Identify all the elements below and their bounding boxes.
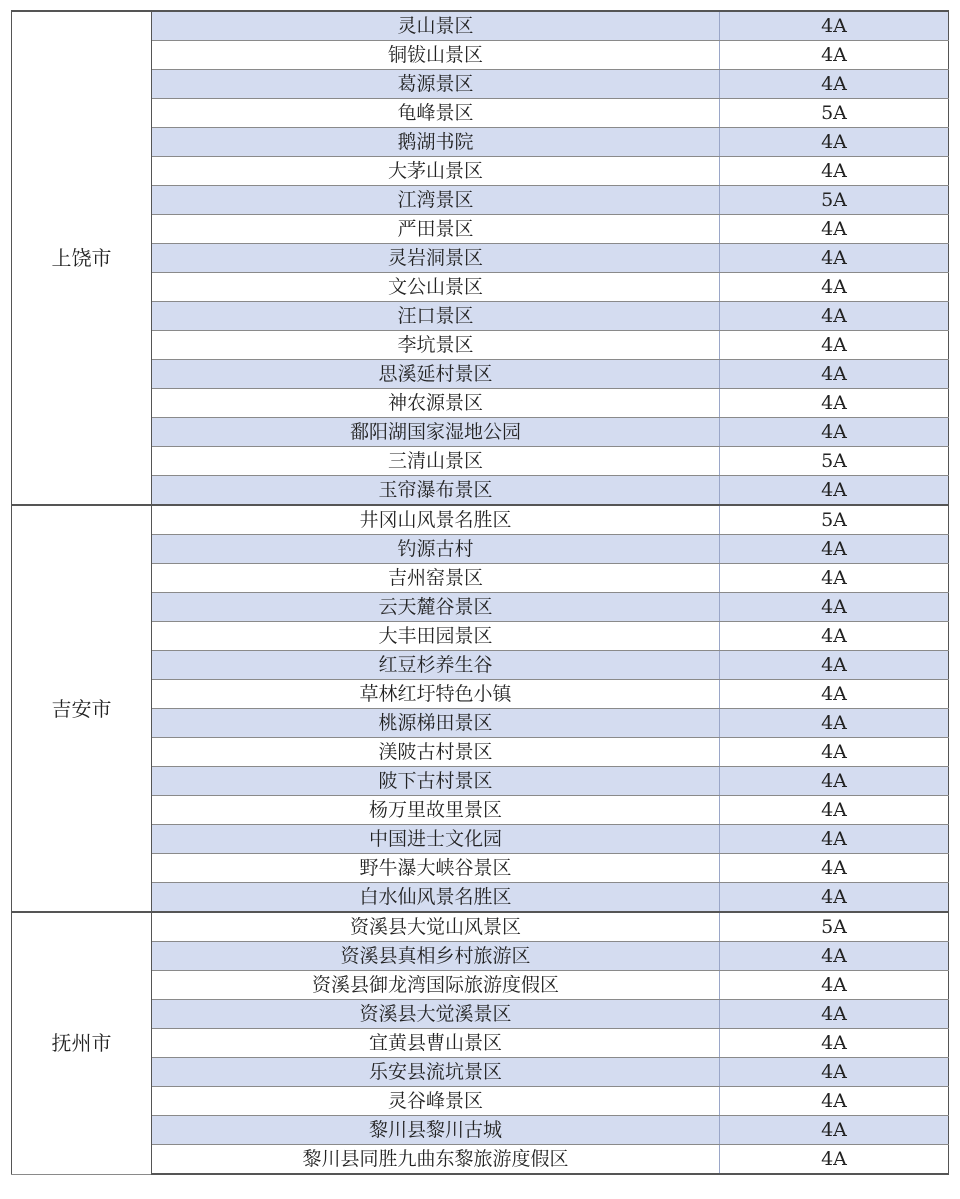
scenic-level-cell: 4A	[720, 418, 949, 447]
scenic-level-cell: 4A	[720, 389, 949, 418]
scenic-level-cell: 4A	[720, 157, 949, 186]
scenic-level-cell: 4A	[720, 854, 949, 883]
scenic-name-cell: 钓源古村	[152, 535, 720, 564]
scenic-name-cell: 资溪县大觉溪景区	[152, 1000, 720, 1029]
scenic-name-cell: 宜黄县曹山景区	[152, 1029, 720, 1058]
scenic-level-cell: 4A	[720, 535, 949, 564]
scenic-name-cell: 资溪县大觉山风景区	[152, 912, 720, 942]
scenic-name-cell: 江湾景区	[152, 186, 720, 215]
scenic-level-cell: 4A	[720, 738, 949, 767]
table-row	[12, 825, 949, 854]
table-row	[12, 360, 949, 389]
scenic-level-cell: 4A	[720, 709, 949, 738]
scenic-name-cell: 红豆杉养生谷	[152, 651, 720, 680]
table-row	[12, 1029, 949, 1058]
table-row	[12, 622, 949, 651]
table-row	[12, 70, 949, 99]
scenic-name-cell: 鹅湖书院	[152, 128, 720, 157]
scenic-name-cell: 草林红圩特色小镇	[152, 680, 720, 709]
table-row	[12, 1116, 949, 1145]
table-row	[12, 593, 949, 622]
scenic-name-cell: 云天麓谷景区	[152, 593, 720, 622]
scenic-level-cell: 4A	[720, 1145, 949, 1175]
table-row	[12, 535, 949, 564]
scenic-name-cell: 鄱阳湖国家湿地公园	[152, 418, 720, 447]
scenic-name-cell: 吉州窑景区	[152, 564, 720, 593]
table-row	[12, 389, 949, 418]
scenic-name-cell: 玉帘瀑布景区	[152, 476, 720, 506]
scenic-level-cell: 5A	[720, 186, 949, 215]
table-row	[12, 971, 949, 1000]
scenic-level-cell: 4A	[720, 825, 949, 854]
scenic-name-cell: 灵谷峰景区	[152, 1087, 720, 1116]
scenic-level-cell: 4A	[720, 971, 949, 1000]
table-row	[12, 99, 949, 128]
table-row	[12, 11, 949, 41]
scenic-name-cell: 三清山景区	[152, 447, 720, 476]
table-row	[12, 912, 949, 942]
scenic-level-cell: 5A	[720, 505, 949, 535]
scenic-level-cell: 4A	[720, 767, 949, 796]
table-row	[12, 738, 949, 767]
scenic-name-cell: 灵岩洞景区	[152, 244, 720, 273]
scenic-name-cell: 桃源梯田景区	[152, 709, 720, 738]
scenic-level-cell: 4A	[720, 564, 949, 593]
table-row	[12, 680, 949, 709]
scenic-name-cell: 汪口景区	[152, 302, 720, 331]
scenic-name-cell: 陂下古村景区	[152, 767, 720, 796]
scenic-level-cell: 4A	[720, 796, 949, 825]
scenic-level-cell: 4A	[720, 680, 949, 709]
scenic-name-cell: 龟峰景区	[152, 99, 720, 128]
table-row	[12, 1058, 949, 1087]
scenic-name-cell: 黎川县黎川古城	[152, 1116, 720, 1145]
table-row	[12, 767, 949, 796]
table-row	[12, 796, 949, 825]
scenic-level-cell: 4A	[720, 1000, 949, 1029]
scenic-level-cell: 4A	[720, 942, 949, 971]
scenic-name-cell: 野牛瀑大峡谷景区	[152, 854, 720, 883]
scenic-level-cell: 4A	[720, 360, 949, 389]
scenic-level-cell: 4A	[720, 476, 949, 506]
table-row	[12, 215, 949, 244]
scenic-name-cell: 黎川县同胜九曲东黎旅游度假区	[152, 1145, 720, 1175]
table-row	[12, 505, 949, 535]
table-row	[12, 186, 949, 215]
scenic-name-cell: 杨万里故里景区	[152, 796, 720, 825]
scenic-name-cell: 渼陂古村景区	[152, 738, 720, 767]
table-row	[12, 883, 949, 913]
scenic-level-cell: 5A	[720, 912, 949, 942]
table-body	[12, 11, 949, 1174]
table-row	[12, 709, 949, 738]
scenic-name-cell: 乐安县流坑景区	[152, 1058, 720, 1087]
scenic-level-cell: 4A	[720, 11, 949, 41]
table-row	[12, 331, 949, 360]
scenic-name-cell: 白水仙风景名胜区	[152, 883, 720, 913]
table-row	[12, 447, 949, 476]
scenic-spot-table	[11, 10, 949, 1175]
scenic-level-cell: 4A	[720, 273, 949, 302]
city-cell: 抚州市	[12, 912, 152, 1174]
scenic-level-cell: 4A	[720, 1116, 949, 1145]
city-cell: 吉安市	[12, 505, 152, 912]
scenic-name-cell: 灵山景区	[152, 11, 720, 41]
scenic-level-cell: 4A	[720, 128, 949, 157]
table-row	[12, 41, 949, 70]
scenic-level-cell: 4A	[720, 70, 949, 99]
scenic-level-cell: 4A	[720, 302, 949, 331]
scenic-level-cell: 4A	[720, 1029, 949, 1058]
table-row	[12, 942, 949, 971]
scenic-name-cell: 文公山景区	[152, 273, 720, 302]
scenic-level-cell: 4A	[720, 331, 949, 360]
table-row	[12, 273, 949, 302]
scenic-level-cell: 4A	[720, 244, 949, 273]
scenic-level-cell: 5A	[720, 99, 949, 128]
scenic-level-cell: 4A	[720, 41, 949, 70]
scenic-level-cell: 4A	[720, 1058, 949, 1087]
scenic-name-cell: 铜钹山景区	[152, 41, 720, 70]
table-row	[12, 128, 949, 157]
scenic-name-cell: 资溪县真相乡村旅游区	[152, 942, 720, 971]
scenic-name-cell: 葛源景区	[152, 70, 720, 99]
table-row	[12, 302, 949, 331]
table-row	[12, 564, 949, 593]
table-row	[12, 854, 949, 883]
table-row	[12, 157, 949, 186]
scenic-name-cell: 严田景区	[152, 215, 720, 244]
scenic-name-cell: 井冈山风景名胜区	[152, 505, 720, 535]
table-row	[12, 1145, 949, 1175]
scenic-level-cell: 4A	[720, 651, 949, 680]
table-row	[12, 244, 949, 273]
scenic-level-cell: 5A	[720, 447, 949, 476]
city-cell: 上饶市	[12, 11, 152, 505]
scenic-name-cell: 中国进士文化园	[152, 825, 720, 854]
scenic-name-cell: 资溪县御龙湾国际旅游度假区	[152, 971, 720, 1000]
scenic-level-cell: 4A	[720, 622, 949, 651]
table-row	[12, 476, 949, 506]
table-row	[12, 651, 949, 680]
scenic-level-cell: 4A	[720, 1087, 949, 1116]
scenic-name-cell: 李坑景区	[152, 331, 720, 360]
scenic-name-cell: 大丰田园景区	[152, 622, 720, 651]
scenic-name-cell: 思溪延村景区	[152, 360, 720, 389]
table-row	[12, 1087, 949, 1116]
scenic-level-cell: 4A	[720, 883, 949, 913]
scenic-level-cell: 4A	[720, 215, 949, 244]
table-row	[12, 418, 949, 447]
scenic-level-cell: 4A	[720, 593, 949, 622]
table-row	[12, 1000, 949, 1029]
scenic-name-cell: 神农源景区	[152, 389, 720, 418]
scenic-name-cell: 大茅山景区	[152, 157, 720, 186]
